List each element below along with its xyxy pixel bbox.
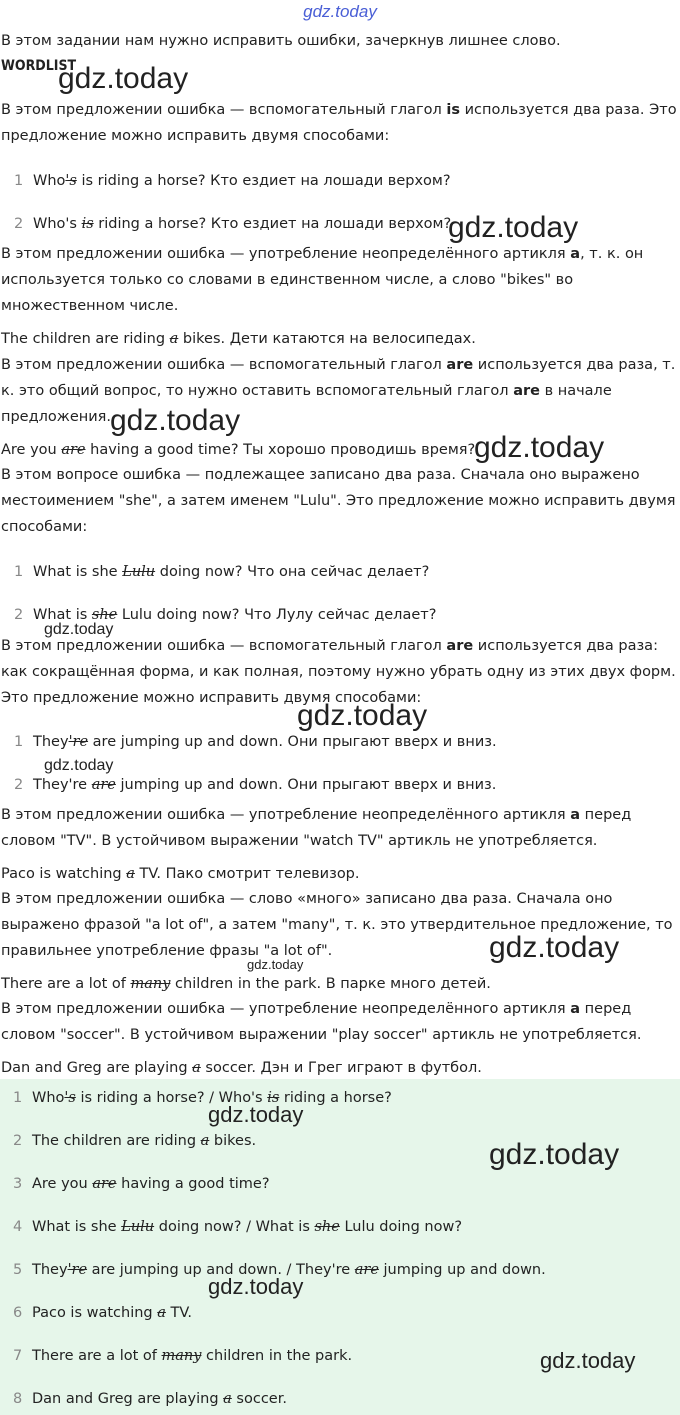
ex3-expl-b: are <box>446 357 474 373</box>
watermark: gdz.today <box>208 1274 304 1299</box>
list-number: 4 <box>13 1219 23 1235</box>
list-number: 3 <box>13 1176 23 1192</box>
answer-part: Paco is watching <box>32 1305 158 1321</box>
ex4-v1-pre: What is she <box>33 564 123 580</box>
ex1-explanation <box>1 97 677 149</box>
answer-struck: 's <box>64 1090 76 1106</box>
ex1-v2-pre: Who's <box>33 216 82 232</box>
ex3-expl-a: В этом предложении ошибка — вспомогательный глагол <box>1 357 447 373</box>
list-number: 1 <box>13 1090 23 1106</box>
watermark: gdz.today <box>489 1138 620 1171</box>
watermark: gdz.today <box>208 1102 304 1127</box>
ex1-expl-c: используется два раза. Это предложение можно исправить двумя способами: <box>1 102 677 144</box>
ex5-v2-struck: are <box>91 777 116 793</box>
ex3-struck: are <box>61 442 86 458</box>
list-number: 2 <box>14 777 24 793</box>
answer-part: children in the park. <box>201 1348 353 1364</box>
ex7-expl: В этом предложении ошибка — слово «много» записано два раза. Сначала оно выражено фразой "a lot of", а затем "many", т. к. это утвердительное предложение, то правильнее употребление фразы "a lot of". <box>1 891 673 959</box>
intro-line: В этом задании нам нужно исправить ошибки, зачеркнув лишнее слово. <box>1 33 561 49</box>
answer-row <box>0 1257 546 1283</box>
ex4-explanation <box>1 462 677 540</box>
ex7-sentence <box>1 971 677 997</box>
answer-struck: she <box>314 1219 340 1235</box>
ex1-expl-b: is <box>446 102 461 118</box>
ex1-v1-post: is riding a horse? Кто ездиет на лошади верхом? <box>76 173 451 189</box>
list-number: 1 <box>14 734 24 750</box>
answer-struck: is <box>267 1090 280 1106</box>
list-number: 8 <box>13 1391 23 1407</box>
ex1-variant-1 <box>1 168 677 194</box>
ex1-v1-pre: Who <box>33 173 66 189</box>
answer-row <box>0 1171 270 1197</box>
answer-struck: many <box>161 1348 202 1364</box>
ex1-v2-struck: is <box>81 216 94 232</box>
ex3-expl-d: are <box>513 383 540 399</box>
answer-part: is riding a horse? / Who's <box>75 1090 268 1106</box>
answer-struck: 're <box>67 1262 88 1278</box>
ex8-pre: Dan and Greg are playing <box>1 1060 193 1076</box>
list-number: 2 <box>14 216 24 232</box>
watermark: gdz.today <box>297 699 428 732</box>
intro-text <box>1 28 677 54</box>
watermark: gdz.today <box>44 621 114 638</box>
answer-part: Dan and Greg are playing <box>32 1391 224 1407</box>
ex8-expl-b: a <box>570 1001 581 1017</box>
answer-part: soccer. <box>231 1391 287 1407</box>
ex5-expl-a: В этом предложении ошибка — вспомогательный глагол <box>1 638 447 654</box>
answer-struck: a <box>200 1133 210 1149</box>
answer-part: jumping up and down. <box>378 1262 546 1278</box>
ex7-struck: many <box>130 976 171 992</box>
ex8-explanation <box>1 996 677 1048</box>
ex3-sentence <box>1 437 677 463</box>
ex7-explanation <box>1 886 677 964</box>
ex3-explanation <box>1 352 677 430</box>
answer-part: are jumping up and down. / They're <box>87 1262 355 1278</box>
answer-row <box>0 1343 352 1369</box>
list-number: 2 <box>13 1133 23 1149</box>
ex2-post: bikes. Дети катаются на велосипедах. <box>178 331 476 347</box>
answer-part: There are a lot of <box>32 1348 162 1364</box>
list-number: 5 <box>13 1262 23 1278</box>
answer-part: Lulu doing now? <box>339 1219 463 1235</box>
ex2-explanation <box>1 241 677 319</box>
ex6-expl-c: перед словом "TV". В устойчивом выражении "watch TV" артикль не употребляется. <box>1 807 632 849</box>
answer-row <box>0 1128 256 1154</box>
ex6-struck: a <box>126 866 135 882</box>
answer-part: having a good time? <box>116 1176 270 1192</box>
watermark: gdz.today <box>58 62 189 95</box>
ex2-pre: The children are riding <box>1 331 170 347</box>
answer-struck: are <box>354 1262 379 1278</box>
watermark: gdz.today <box>489 931 620 964</box>
wordlist-heading: WORDLIST <box>1 58 77 74</box>
ex4-v1-post: doing now? Что она сейчас делает? <box>155 564 430 580</box>
watermark: gdz.today <box>448 211 579 244</box>
ex5-variant-2 <box>1 772 677 798</box>
ex6-explanation <box>1 802 677 854</box>
ex7-post: children in the park. В парке много детей. <box>170 976 491 992</box>
answer-part: riding a horse? <box>279 1090 392 1106</box>
ex6-expl-a: В этом предложении ошибка — употребление неопределённого артикля <box>1 807 571 823</box>
ex5-v1-pre: They <box>33 734 69 750</box>
ex6-sentence <box>1 861 677 887</box>
answer-part: Who <box>32 1090 65 1106</box>
answer-part: bikes. <box>209 1133 257 1149</box>
ex1-expl-a: В этом предложении ошибка — вспомогательный глагол <box>1 102 447 118</box>
ex6-pre: Paco is watching <box>1 866 127 882</box>
watermark: gdz.today <box>540 1348 636 1373</box>
answer-struck: a <box>223 1391 232 1407</box>
ex2-sentence <box>1 326 677 352</box>
answer-part: TV. <box>165 1305 193 1321</box>
answer-struck: Lulu <box>121 1219 155 1235</box>
answer-struck: are <box>92 1176 117 1192</box>
ex2-expl-a: В этом предложении ошибка — употребление неопределённого артикля <box>1 246 571 262</box>
answers-panel <box>0 1079 680 1415</box>
ex3-pre: Are you <box>1 442 62 458</box>
answer-struck: a <box>157 1305 166 1321</box>
list-number: 7 <box>13 1348 23 1364</box>
ex8-expl-a: В этом предложении ошибка — употребление неопределённого артикля <box>1 1001 571 1017</box>
list-number: 2 <box>14 607 24 623</box>
answer-part: They <box>32 1262 68 1278</box>
ex4-variant-1 <box>1 559 677 585</box>
answer-part: doing now? / What is <box>154 1219 315 1235</box>
answer-row <box>0 1386 287 1412</box>
ex6-post: TV. Пако смотрит телевизор. <box>134 866 360 882</box>
ex8-expl-c: перед словом "soccer". В устойчивом выражении "play soccer" артикль не употребляется. <box>1 1001 642 1043</box>
ex8-post: soccer. Дэн и Грег играют в футбол. <box>200 1060 482 1076</box>
watermark: gdz.today <box>474 431 605 464</box>
ex1-variant-2 <box>1 211 677 237</box>
ex3-post: having a good time? Ты хорошо проводишь время? <box>85 442 476 458</box>
answer-row <box>0 1214 462 1240</box>
ex6-expl-b: a <box>570 807 581 823</box>
ex4-expl: В этом вопросе ошибка — подлежащее записано два раза. Сначала оно выражено местоимением "she", а затем именем "Lulu". Это предложение можно исправить двумя способами: <box>1 467 676 535</box>
ex4-v2-pre: What is <box>33 607 92 623</box>
ex5-v1-post: are jumping up and down. Они прыгают вверх и вниз. <box>88 734 497 750</box>
ex5-v1-struck: 're <box>68 734 89 750</box>
list-number: 1 <box>14 173 24 189</box>
ex3-expl-e: в начале предложения. <box>1 383 612 425</box>
ex1-v2-post: riding a horse? Кто ездиет на лошади верхом? <box>93 216 452 232</box>
list-number: 6 <box>13 1305 23 1321</box>
answer-row <box>0 1300 192 1326</box>
ex5-v2-post: jumping up and down. Они прыгают вверх и вниз. <box>115 777 497 793</box>
watermark: gdz.today <box>247 957 304 972</box>
ex4-v1-struck: Lulu <box>122 564 156 580</box>
answer-row <box>0 1085 392 1111</box>
list-number: 1 <box>14 564 24 580</box>
ex4-v2-struck: she <box>91 607 118 623</box>
answer-part: What is she <box>32 1219 122 1235</box>
ex3-expl-c: используется два раза, т. к. это общий вопрос, то нужно оставить вспомогательный глагол <box>1 357 676 399</box>
ex2-expl-c: , т. к. он используется только со словами в единственном числе, а слово "bikes" во множественном числе. <box>1 246 644 314</box>
ex5-v2-pre: They're <box>33 777 92 793</box>
watermark: gdz.today <box>110 404 241 437</box>
ex5-expl-c: используется два раза: как сокращённая форма, и как полная, поэтому нужно убрать одну из этих двух форм. Это предложение можно исправить двумя способами: <box>1 638 676 706</box>
ex2-expl-b: a <box>570 246 581 262</box>
ex7-pre: There are a lot of <box>1 976 131 992</box>
ex4-v2-post: Lulu doing now? Что Лулу сейчас делает? <box>117 607 437 623</box>
answer-part: Are you <box>32 1176 93 1192</box>
top-site-watermark[interactable]: gdz.today <box>303 2 377 21</box>
ex1-v1-struck: 's <box>65 173 77 189</box>
ex8-sentence <box>1 1055 677 1081</box>
ex5-explanation <box>1 633 677 711</box>
ex5-expl-b: are <box>446 638 474 654</box>
answer-part: The children are riding <box>32 1133 201 1149</box>
ex4-variant-2 <box>1 602 677 628</box>
ex8-struck: a <box>192 1060 201 1076</box>
watermark: gdz.today <box>44 757 114 774</box>
ex5-variant-1 <box>1 729 677 755</box>
ex2-struck: a <box>169 331 179 347</box>
